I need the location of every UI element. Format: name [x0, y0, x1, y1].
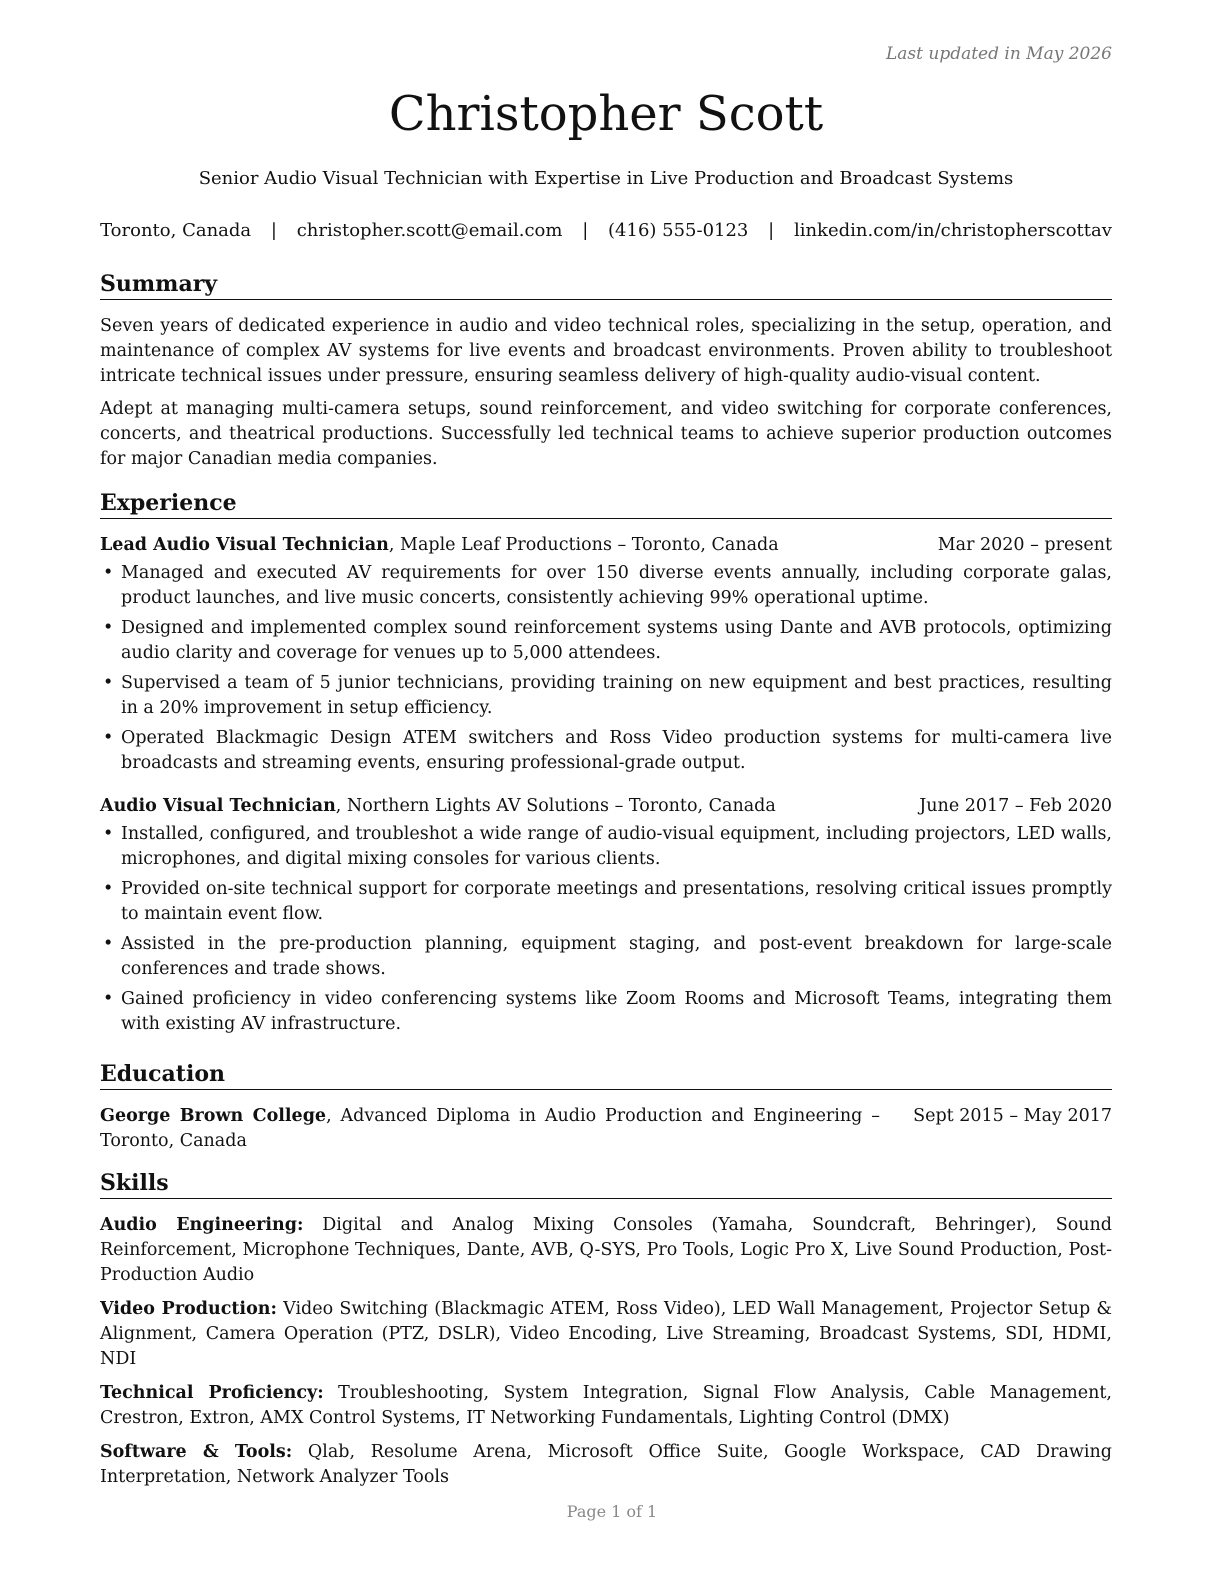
- skill-label: Software & Tools:: [100, 1442, 293, 1462]
- last-updated: Last updated in May 2026: [885, 44, 1112, 64]
- summary-paragraph: Adept at managing multi-camera setups, sound reinforcement, and video switching for corporate conferences, concerts, and theatrical productions. Successfully led technical teams to achieve superior production outcomes for major Canadian media companies.: [100, 399, 1112, 469]
- job-title-line: [100, 533, 779, 558]
- job-dates: June 2017 – Feb 2020: [919, 796, 1112, 816]
- skill-row: [100, 1297, 1112, 1372]
- contact-separator: |: [270, 220, 277, 241]
- education-detail: , Advanced Diploma in Audio Production and Engineering – Toronto, Canada: [100, 1106, 881, 1151]
- job-dates: Mar 2020 – present: [937, 535, 1112, 555]
- section-title-skills: Skills: [100, 1170, 1112, 1199]
- section-title-summary: Summary: [100, 271, 1112, 300]
- job-bullets: [100, 822, 1112, 1037]
- job-bullet: • Supervised a team of 5 junior technicians, providing training on new equipment and best practices, resulting in a 20% improvement in setup efficiency.: [100, 671, 1112, 721]
- skill-label: Audio Engineering:: [100, 1215, 304, 1235]
- summary-paragraph: Seven years of dedicated experience in audio and video technical roles, specializing in the setup, operation, and maintenance of complex AV systems for live events and broadcast environments. Proven ability to troubleshoot intricate technical issues under pressure, ensuring seamless delivery of high-quality audio-visual content.: [100, 316, 1112, 386]
- skill-text: Qlab, Resolume Arena, Microsoft Office Suite, Google Workspace, CAD Drawing Interpretation, Network Analyzer Tools: [100, 1442, 1113, 1487]
- job-bullet: • Operated Blackmagic Design ATEM switchers and Ross Video production systems for multi-camera live broadcasts and streaming events, ensuring professional-grade output.: [100, 726, 1112, 776]
- skill-label: Video Production:: [100, 1299, 277, 1319]
- job-bullet: • Installed, configured, and troubleshot a wide range of audio-visual equipment, including projectors, LED walls, microphones, and digital mixing consoles for various clients.: [100, 822, 1112, 872]
- job-bullet: • Gained proficiency in video conferencing systems like Zoom Rooms and Microsoft Teams, integrating them with existing AV infrastructure.: [100, 987, 1112, 1037]
- contact-email[interactable]: christopher.scott@email.com: [296, 220, 563, 241]
- job-title-line: [100, 794, 776, 819]
- job-header: [100, 533, 1112, 558]
- education-dates: Sept 2015 – May 2017: [913, 1106, 1112, 1126]
- job-role: Lead Audio Visual Technician: [100, 535, 389, 555]
- skill-text: Digital and Analog Mixing Consoles (Yamaha, Soundcraft, Behringer), Sound Reinforcement, Microphone Techniques, Dante, AVB, Q-SYS, Pro Tools, Logic Pro X, Live Sound Production, Post-Production Audio: [100, 1215, 1112, 1285]
- education-section: [100, 1061, 1112, 1154]
- job-bullet: • Assisted in the pre-production planning, equipment staging, and post-event breakdown for large-scale conferences and trade shows.: [100, 932, 1112, 982]
- education-school: George Brown College: [100, 1106, 327, 1126]
- contact-linkedin[interactable]: linkedin.com/in/christopherscottav: [793, 220, 1112, 241]
- job-bullet: • Managed and executed AV requirements for over 150 diverse events annually, including corporate galas, product launches, and live music concerts, consistently achieving 99% operational uptime.: [100, 561, 1112, 611]
- job-org: , Maple Leaf Productions – Toronto, Canada: [388, 535, 779, 555]
- skill-text: Troubleshooting, System Integration, Signal Flow Analysis, Cable Management, Crestron, Extron, AMX Control Systems, IT Networking Fundamentals, Lighting Control (DMX): [100, 1383, 1113, 1428]
- job-header: [100, 794, 1112, 819]
- section-title-education: Education: [100, 1061, 1112, 1090]
- job-role: Audio Visual Technician: [100, 796, 336, 816]
- skill-row: [100, 1440, 1112, 1490]
- summary-section: [100, 271, 1112, 480]
- education-line: [100, 1104, 880, 1154]
- skill-row: [100, 1381, 1112, 1431]
- skill-label: Technical Proficiency:: [100, 1383, 324, 1403]
- contact-separator: |: [768, 220, 775, 241]
- job-bullet: • Provided on-site technical support for corporate meetings and presentations, resolving critical issues promptly to maintain event flow.: [100, 877, 1112, 927]
- job-bullets: [100, 561, 1112, 776]
- page-number: Page 1 of 1: [566, 1502, 658, 1521]
- skills-section: [100, 1170, 1112, 1499]
- experience-section: [100, 490, 1112, 1047]
- contact-phone[interactable]: (416) 555-0123: [608, 220, 749, 241]
- candidate-name: Christopher Scott: [388, 86, 824, 142]
- section-title-experience: Experience: [100, 490, 1112, 519]
- contact-line: [70, 220, 1142, 241]
- contact-location: Toronto, Canada: [100, 220, 252, 241]
- tagline: Senior Audio Visual Technician with Expertise in Live Production and Broadcast Systems: [198, 168, 1014, 189]
- contact-separator: |: [582, 220, 589, 241]
- skill-row: [100, 1213, 1112, 1288]
- job-org: , Northern Lights AV Solutions – Toronto, Canada: [335, 796, 776, 816]
- education-entry: [100, 1104, 1112, 1154]
- skill-text: Video Switching (Blackmagic ATEM, Ross Video), LED Wall Management, Projector Setup & Alignment, Camera Operation (PTZ, DSLR), Video Encoding, Live Streaming, Broadcast Systems, SDI, HDMI, NDI: [100, 1299, 1112, 1369]
- job-bullet: • Designed and implemented complex sound reinforcement systems using Dante and AVB protocols, optimizing audio clarity and coverage for venues up to 5,000 attendees.: [100, 616, 1112, 666]
